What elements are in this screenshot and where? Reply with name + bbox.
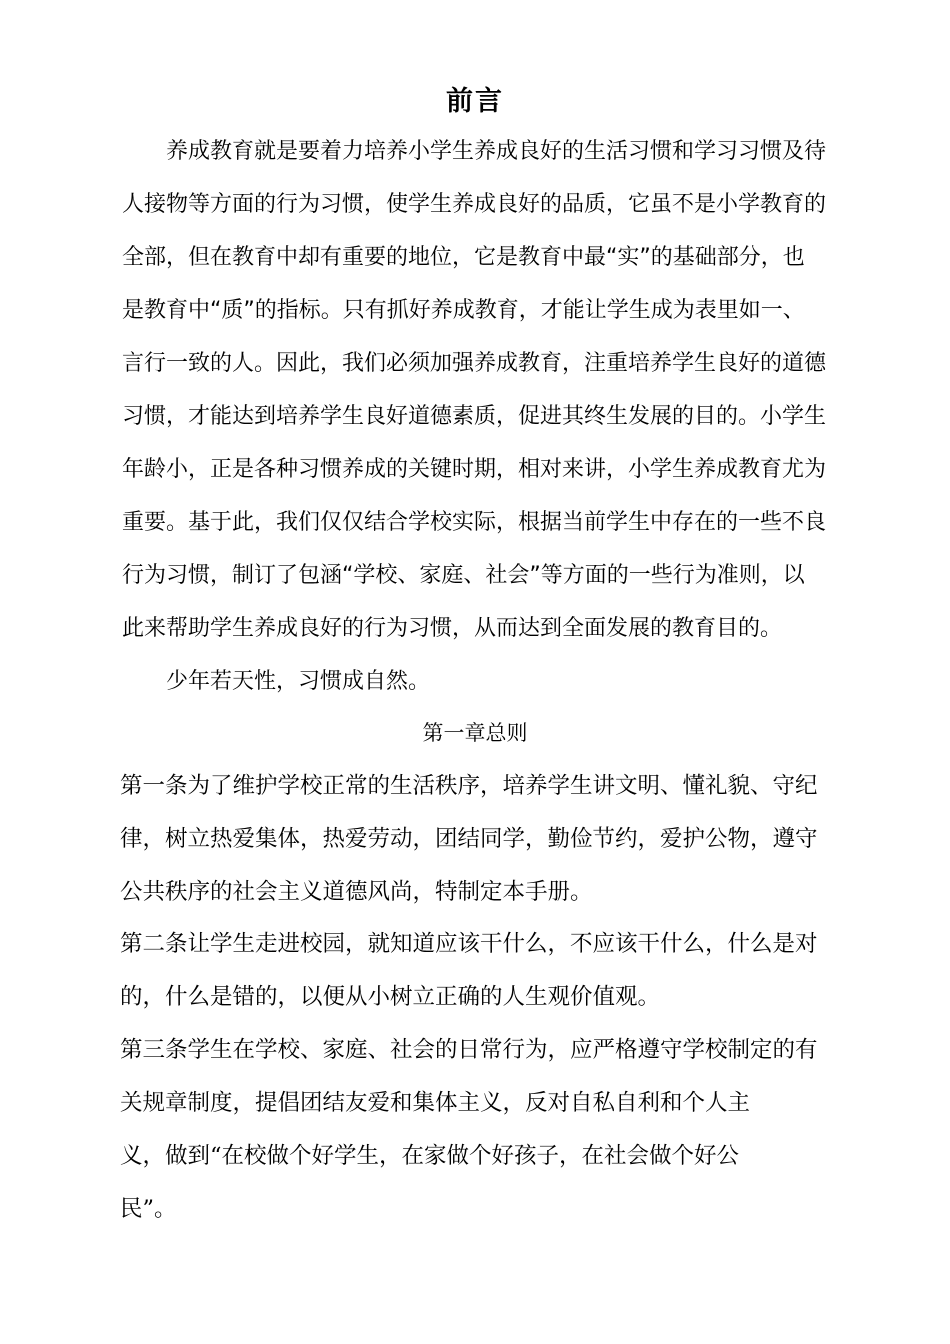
preface-line: 人接物等方面的行为习惯，使学生养成良好的品质，它虽不是小学教育的 [122,192,827,217]
article-line: 的，什么是错的，以便从小树立正确的人生观价值观。 [120,984,661,1010]
article-line: 第一条为了维护学校正常的生活秩序，培养学生讲文明、懂礼貌、守纪 [120,773,818,799]
preface-line: 少年若天性，习惯成自然。 [166,669,431,694]
preface-line: 此来帮助学生养成良好的行为习惯，从而达到全面发展的教育目的。 [122,616,783,641]
preface-line: 重要。基于此，我们仅仅结合学校实际，根据当前学生中存在的一些不良 [122,510,827,535]
chapter-heading: 第一章总则 [422,721,528,745]
article-line: 第二条让学生走进校园，就知道应该干什么，不应该干什么，什么是对 [120,931,818,957]
preface-line: 习惯，才能达到培养学生良好道德素质，促进其终生发展的目的。小学生 [122,404,827,429]
article-line: 律，树立热爱集体，热爱劳动，团结同学，勤俭节约，爱护公物，遵守 [120,826,818,852]
preface-line: 全部，但在教育中却有重要的地位，它是教育中最“实”的基础部分，也 [122,245,805,270]
preface-line: 年龄小，正是各种习惯养成的关键时期，相对来讲，小学生养成教育尤为 [122,457,827,482]
page-title: 前言 [446,86,504,117]
article-line: 第三条学生在学校、家庭、社会的日常行为，应严格遵守学校制定的有 [120,1037,818,1063]
article-line: 民”。 [120,1196,177,1222]
preface-line: 言行一致的人。因此，我们必须加强养成教育，注重培养学生良好的道德 [122,351,827,376]
article-line: 义，做到“在校做个好学生，在家做个好孩子，在社会做个好公 [120,1143,740,1169]
preface-line: 行为习惯，制订了包涵“学校、家庭、社会”等方面的一些行为准则，以 [122,563,805,588]
preface-line: 养成教育就是要着力培养小学生养成良好的生活习惯和学习习惯及待 [166,139,827,164]
article-line: 关规章制度，提倡团结友爱和集体主义，反对自私自利和个人主 [120,1090,751,1116]
article-line: 公共秩序的社会主义道德风尚，特制定本手册。 [120,879,593,905]
preface-line: 是教育中“质”的指标。只有抓好养成教育，才能让学生成为表里如一、 [122,298,805,323]
